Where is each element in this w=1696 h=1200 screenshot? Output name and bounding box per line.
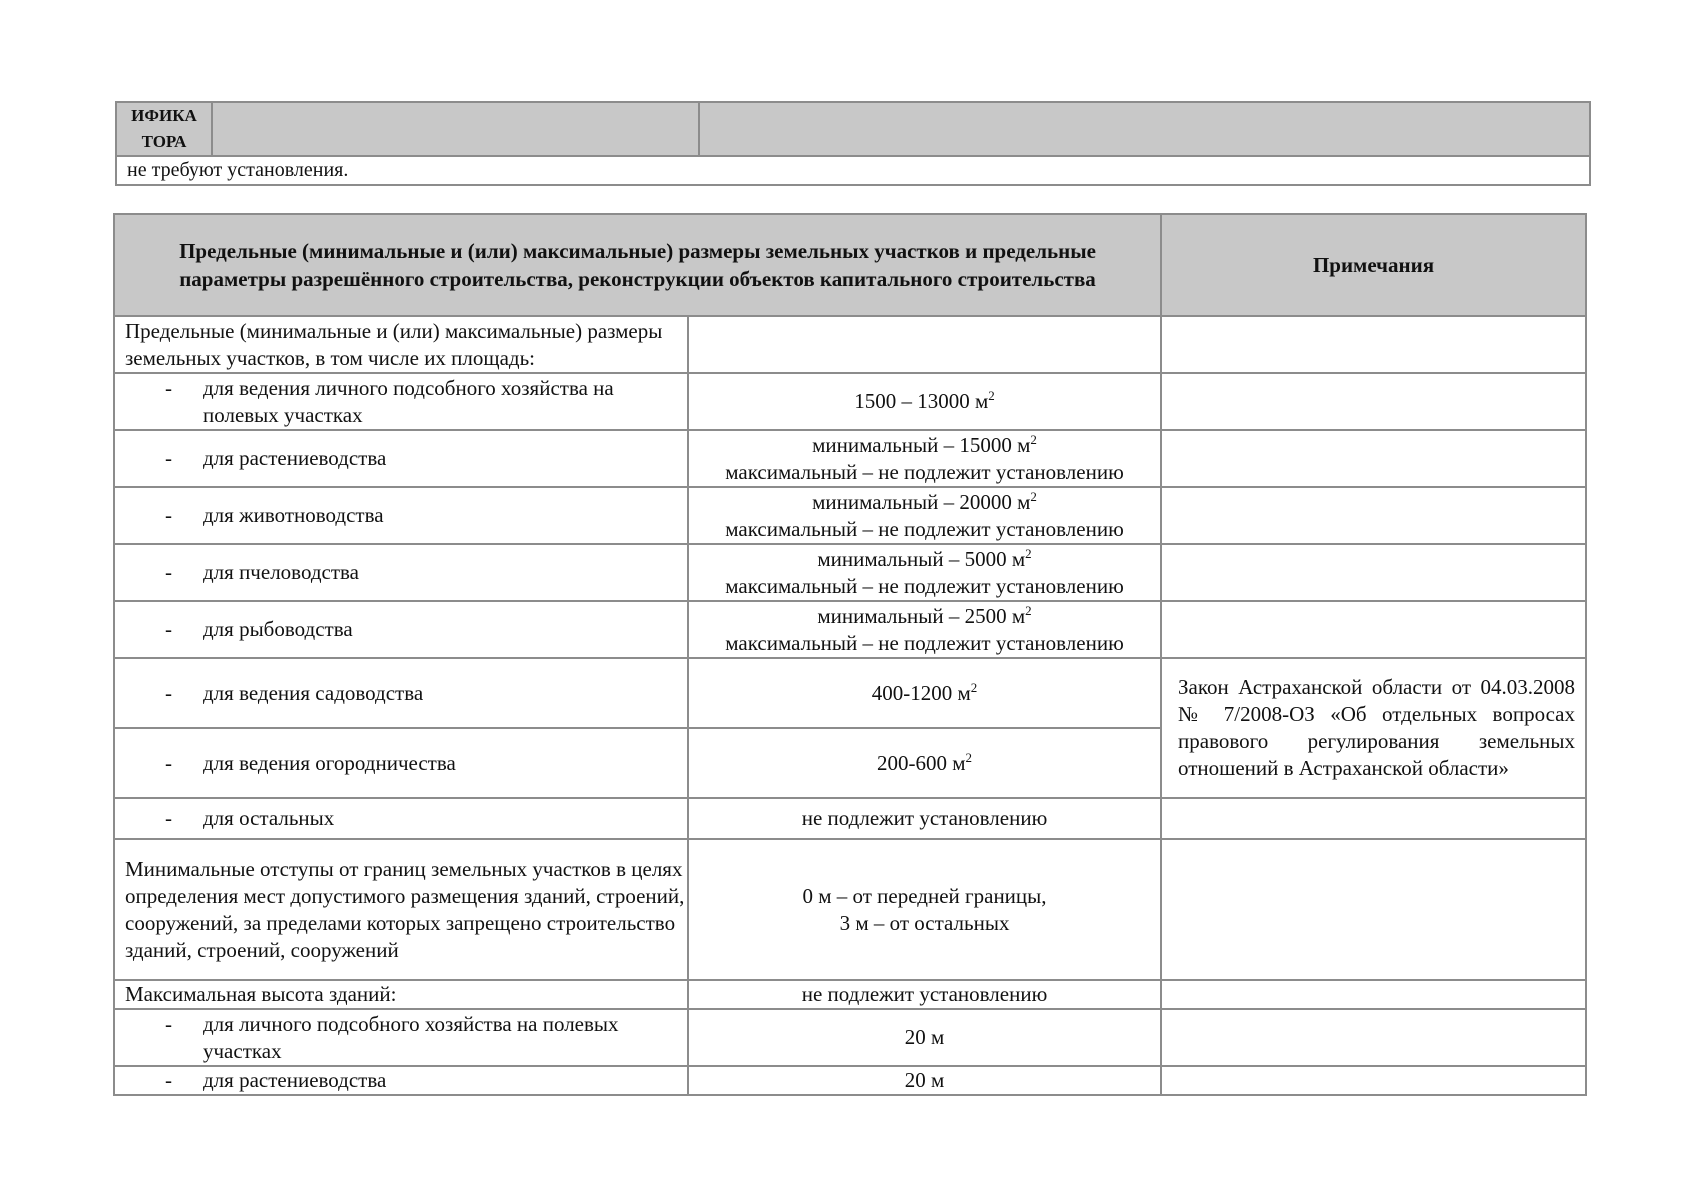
row-value-min: минимальный – 5000 м	[817, 546, 1026, 571]
row-label-cell	[114, 658, 688, 728]
row-label: Минимальные отступы от границ земельных участков в целях определения мест допустимого размещения зданий, строений, сооружений, за пределами которых запрещено строительство зданий, строений, сооружений	[114, 839, 688, 980]
table-row	[114, 544, 1586, 601]
row-value-min: минимальный – 20000 м	[812, 489, 1031, 514]
row-value: 400-1200 м	[871, 680, 971, 705]
row-value-cell	[688, 430, 1161, 487]
row-note	[1161, 544, 1586, 601]
row-label: Предельные (минимальные и (или) максимальные) размеры земельных участков, в том числе их площадь:	[114, 316, 688, 373]
row-note: Закон Астраханской области от 04.03.2008 № 7/2008-ОЗ «Об отдельных вопросах правового регулирования земельных отношений в Астраханской области»	[1161, 658, 1586, 798]
row-value: 20 м	[688, 1009, 1161, 1066]
row-note	[1161, 839, 1586, 980]
row-value-cell	[688, 487, 1161, 544]
table-row	[114, 430, 1586, 487]
row-value-cell	[688, 839, 1161, 980]
row-label: для растениеводства	[203, 446, 387, 470]
row-value-max: максимальный – не подлежит установлению	[725, 516, 1124, 541]
notes-column-header: Примечания	[1161, 214, 1586, 316]
top-table-empty-cell	[699, 102, 1590, 156]
unit-superscript: 2	[965, 749, 973, 765]
bullet-dash: -	[165, 375, 172, 400]
row-label-cell	[114, 544, 688, 601]
row-value: не подлежит установлению	[688, 798, 1161, 839]
bullet-dash: -	[165, 1068, 172, 1092]
top-table-empty-cell	[212, 102, 699, 156]
table-row	[114, 601, 1586, 658]
table-row	[114, 316, 1586, 373]
bullet-dash: -	[165, 503, 172, 527]
row-label: для личного подсобного хозяйства на полевых участках	[203, 1011, 619, 1063]
row-label-cell	[114, 1066, 688, 1095]
row-note	[1161, 487, 1586, 544]
table-row	[114, 487, 1586, 544]
table-row	[114, 1066, 1586, 1095]
row-value: не подлежит установлению	[688, 980, 1161, 1009]
row-label-cell	[114, 1009, 688, 1066]
row-label: для ведения огородничества	[203, 750, 456, 775]
row-label: для животноводства	[203, 503, 384, 527]
row-label-cell	[114, 601, 688, 658]
table-row	[114, 980, 1586, 1009]
top-table-note-row	[116, 156, 1590, 185]
row-note	[1161, 316, 1586, 373]
unit-superscript: 2	[1025, 602, 1032, 618]
row-label-cell	[114, 798, 688, 839]
row-note	[1161, 798, 1586, 839]
code-label: ИФИКА ТОРА	[131, 106, 197, 151]
bullet-dash: -	[165, 560, 172, 584]
row-label: для пчеловодства	[203, 560, 359, 584]
row-value: 1500 – 13000 м	[854, 389, 989, 413]
bullet-dash: -	[165, 1011, 172, 1036]
unit-superscript: 2	[1030, 488, 1037, 504]
table-header-row	[114, 214, 1586, 316]
bullet-dash: -	[165, 446, 172, 470]
params-column-header: Предельные (минимальные и (или) максимальные) размеры земельных участков и предельные параметры разрешённого строительства, реконструкции объектов капитального строительства	[114, 214, 1161, 316]
row-label: для рыбоводства	[203, 617, 353, 641]
row-label: для ведения личного подсобного хозяйства на полевых участках	[203, 375, 614, 427]
row-value	[688, 316, 1161, 373]
row-label-cell	[114, 373, 688, 430]
row-label: для остальных	[203, 806, 335, 830]
row-value-cell	[688, 544, 1161, 601]
row-value-max: максимальный – не подлежит установлению	[725, 630, 1124, 655]
parameters-table	[113, 213, 1587, 1096]
row-label: для ведения садоводства	[203, 680, 424, 705]
top-table-header-row	[116, 102, 1590, 156]
row-label: Максимальная высота зданий:	[114, 980, 688, 1009]
bullet-dash: -	[165, 680, 172, 705]
unit-superscript: 2	[988, 388, 995, 403]
unit-superscript: 2	[1025, 545, 1032, 561]
bullet-dash: -	[165, 806, 172, 830]
row-note	[1161, 373, 1586, 430]
row-note	[1161, 601, 1586, 658]
row-note	[1161, 1009, 1586, 1066]
unit-superscript: 2	[1030, 431, 1037, 447]
row-value-line-2: 3 м – от остальных	[839, 910, 1010, 935]
row-value: 200-600 м	[876, 750, 966, 775]
row-value-min: минимальный – 15000 м	[812, 432, 1031, 457]
row-label-cell	[114, 430, 688, 487]
top-table-note: не требуют установления.	[116, 156, 1590, 185]
row-note	[1161, 430, 1586, 487]
row-label-cell	[114, 487, 688, 544]
row-note	[1161, 1066, 1586, 1095]
top-table	[115, 101, 1591, 186]
row-value-max: максимальный – не подлежит установлению	[725, 573, 1124, 598]
row-value-min: минимальный – 2500 м	[817, 603, 1026, 628]
row-value-cell	[688, 658, 1161, 728]
table-row	[114, 798, 1586, 839]
row-label-cell	[114, 728, 688, 798]
row-note	[1161, 980, 1586, 1009]
unit-superscript: 2	[970, 679, 978, 695]
table-row	[114, 1009, 1586, 1066]
table-row	[114, 839, 1586, 980]
row-value-cell	[688, 601, 1161, 658]
row-value-cell	[688, 373, 1161, 430]
code-label-cell	[116, 102, 212, 156]
table-row	[114, 658, 1586, 728]
row-value-line-1: 0 м – от передней границы,	[802, 883, 1047, 908]
table-row	[114, 373, 1586, 430]
bullet-dash: -	[165, 750, 172, 775]
row-value: 20 м	[688, 1066, 1161, 1095]
row-value-cell	[688, 728, 1161, 798]
row-value-max: максимальный – не подлежит установлению	[725, 459, 1124, 484]
bullet-dash: -	[165, 617, 172, 641]
row-label: для растениеводства	[203, 1068, 387, 1092]
